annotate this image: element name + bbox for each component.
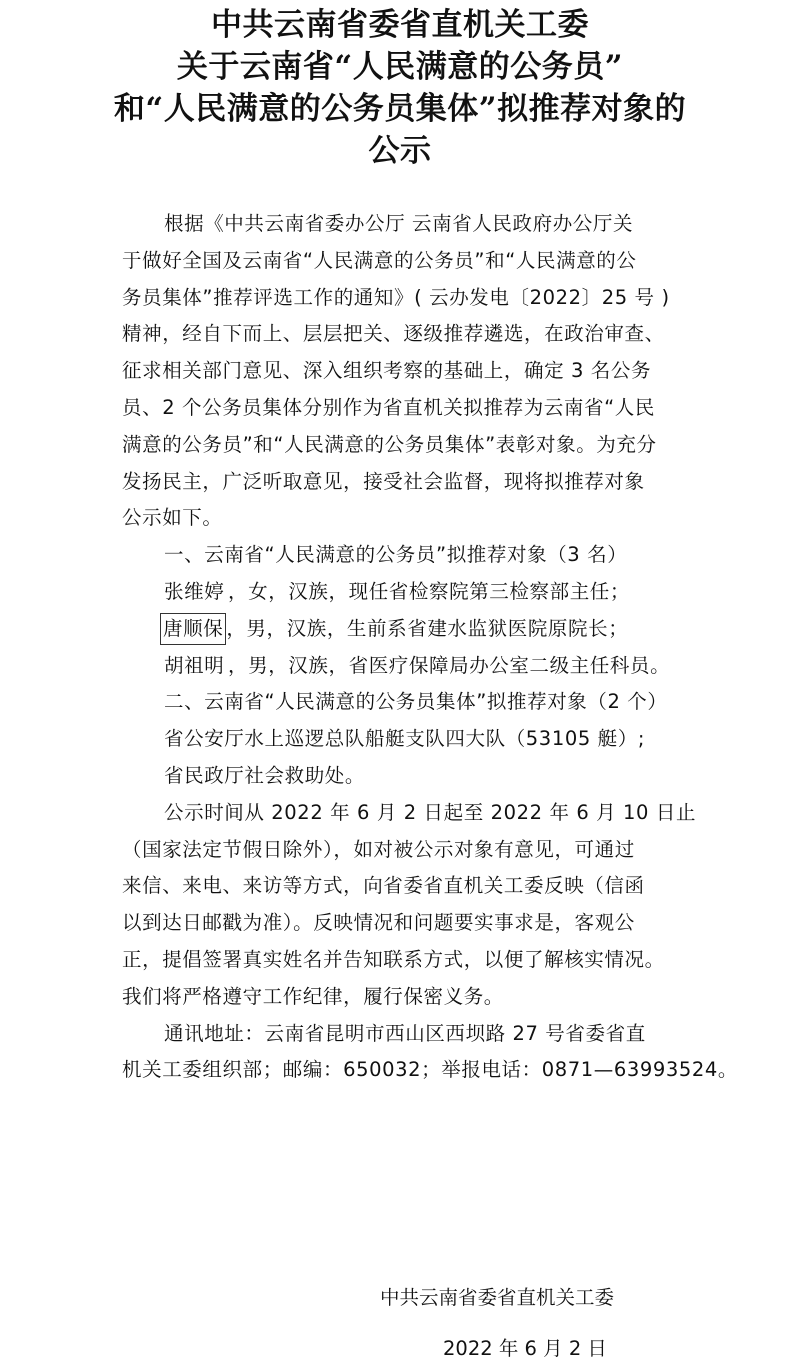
intro-line: 根据《中共云南省委办公厅 云南省人民政府办公厅关 <box>164 212 634 235</box>
publicity-line: 我们将严格遵守工作纪律，履行保密义务。 <box>122 984 504 1008</box>
intro-line: 满意的公务员”和“人民满意的公务员集体”表彰对象。为充分 <box>122 432 657 456</box>
title-line-1: 中共云南省委省直机关工委 <box>211 7 589 43</box>
publicity-line: 以到达日邮戳为准）。反映情况和问题要实事求是，客观公 <box>122 911 635 935</box>
person-detail: ，男，汉族，生前系省建水监狱医院原院长； <box>226 616 629 640</box>
person-name: 胡祖明 <box>164 653 225 677</box>
person-detail: ，男，汉族，省医疗保障局办公室二级主任科员。 <box>228 653 671 677</box>
intro-line: 于做好全国及云南省“人民满意的公务员”和“人民满意的公 <box>122 248 637 272</box>
intro-line: 征求相关部门意见、深入组织考察的基础上，确定 3 名公务 <box>122 359 652 383</box>
contact-line: 机关工委组织部；邮编：650032；举报电话：0871—63993524。 <box>122 1058 739 1082</box>
person-row <box>122 574 690 611</box>
intro-line: 务员集体”推荐评选工作的通知》( 云办发电〔2022〕25 号 ) <box>122 285 670 309</box>
section1-heading: 一、云南省“人民满意的公务员”拟推荐对象（3 名） <box>164 543 628 567</box>
signature-date: 2022 年 6 月 2 日 <box>443 1337 607 1360</box>
intro-line: 员、2 个公务员集体分别作为省直机关拟推荐为云南省“人民 <box>122 395 656 419</box>
person-detail: ，女，汉族，现任省检察院第三检察部主任； <box>228 579 631 603</box>
section2-heading: 二、云南省“人民满意的公务员集体”拟推荐对象（2 个） <box>164 690 668 714</box>
person-name-highlighted: 唐顺保 <box>160 613 226 645</box>
title-line-4: 公示 <box>368 133 432 169</box>
intro-line: 公示如下。 <box>122 506 223 530</box>
publicity-line: （国家法定节假日除外），如对被公示对象有意见，可通过 <box>122 837 635 861</box>
title-line-2: 关于云南省“人民满意的公务员” <box>176 49 624 85</box>
title-line-3: 和“人民满意的公务员集体”拟推荐对象的 <box>113 91 687 127</box>
publicity-line: 来信、来电、来访等方式，向省委省直机关工委反映（信函 <box>122 874 645 898</box>
person-row <box>122 611 690 648</box>
document-title <box>0 4 800 172</box>
publicity-line: 公示时间从 2022 年 6 月 2 日起至 2022 年 6 月 10 日止 <box>164 800 697 824</box>
contact-line: 通讯地址：云南省昆明市西山区西坝路 27 号省委省直 <box>164 1021 646 1045</box>
publicity-line: 正，提倡签署真实姓名并告知联系方式，以便了解核实情况。 <box>122 947 665 971</box>
person-row <box>122 648 690 685</box>
group-item: 省民政厅社会救助处。 <box>164 763 366 787</box>
intro-line: 精神，经自下而上、层层把关、逐级推荐遴选，在政治审查、 <box>122 322 665 346</box>
person-name: 张维婷 <box>164 579 225 603</box>
group-item: 省公安厅水上巡逻总队船艇支队四大队（53105 艇）; <box>164 727 646 751</box>
signature-org: 中共云南省委省直机关工委 <box>380 1286 615 1309</box>
intro-line: 发扬民主，广泛听取意见，接受社会监督，现将拟推荐对象 <box>122 469 645 493</box>
document-body <box>122 206 739 1089</box>
